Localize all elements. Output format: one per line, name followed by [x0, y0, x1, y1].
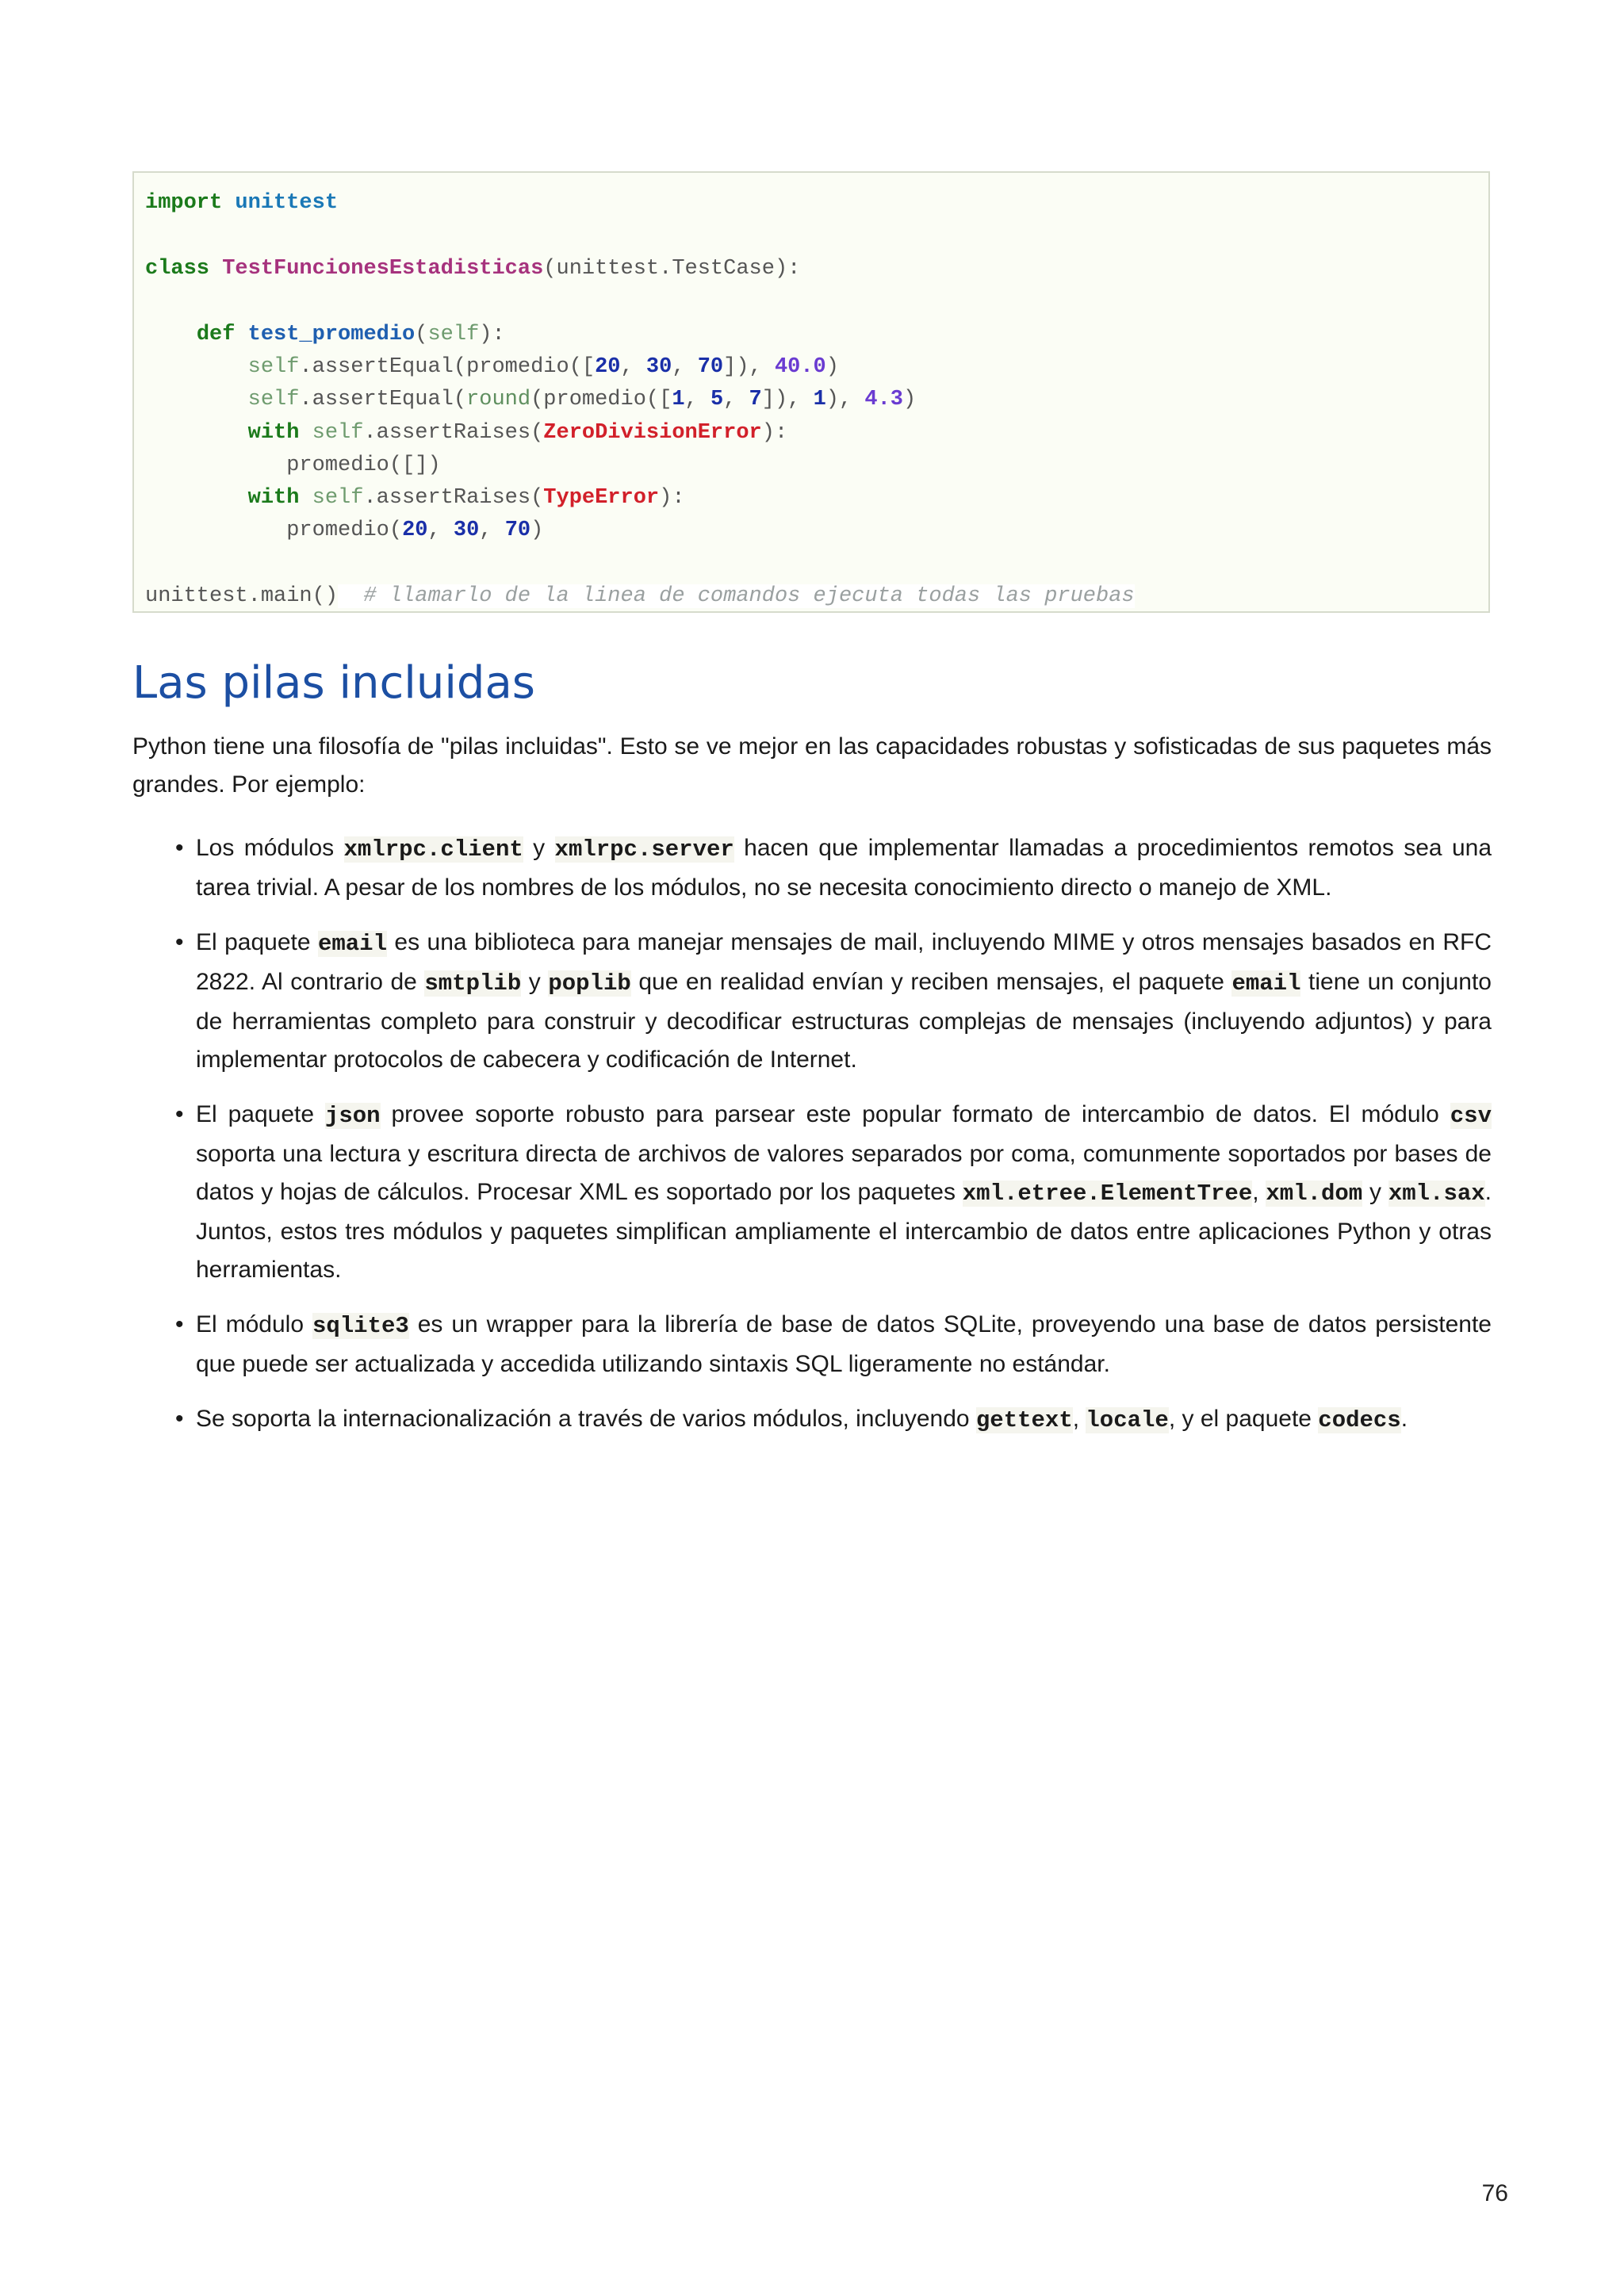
code-float: 40.0 [774, 355, 826, 379]
inline-code: codecs [1318, 1407, 1401, 1433]
item-text: Se soporta la internacionalización a través de varios módulos, incluyendo [196, 1406, 976, 1432]
code-text: unittest.main() [145, 584, 339, 608]
code-text: ]), [761, 388, 814, 411]
code-number: 7 [749, 388, 762, 411]
code-text: (unittest.TestCase): [543, 257, 801, 281]
code-text: ) [530, 519, 544, 542]
code-number: 20 [595, 355, 621, 379]
code-line [145, 484, 685, 511]
code-self: self [427, 323, 480, 346]
code-text: ): [659, 486, 685, 510]
item-text: El módulo [196, 1311, 312, 1337]
code-builtin: round [466, 388, 531, 411]
bullet-icon: • [175, 929, 184, 955]
page-number: 76 [1481, 2180, 1508, 2206]
code-text: ( [415, 323, 428, 346]
inline-code: xmlrpc.server [554, 836, 734, 863]
list-item [132, 1400, 1492, 1440]
code-line [145, 452, 441, 479]
code-text: (promedio([ [530, 388, 672, 411]
code-exception: TypeError [543, 486, 660, 510]
module-list [132, 829, 1492, 1456]
code-self: self [247, 388, 300, 411]
list-item [132, 924, 1492, 1079]
section-heading: Las pilas incluidas [132, 657, 535, 709]
code-number: 70 [697, 355, 724, 379]
code-text: ): [479, 323, 505, 346]
item-text: tiene un conjunto de herramientas completo para construir y decodificar estructuras complejas de mensajes (incluyendo adjuntos) y para implementar protocolos de cabecera y codificación de Internet. [196, 969, 1492, 1073]
code-text: , [672, 355, 698, 379]
code-function-name: test_promedio [247, 323, 416, 346]
code-self: self [312, 421, 364, 445]
code-class-name: TestFuncionesEstadisticas [222, 257, 544, 281]
item-text: soporta una lectura y escritura directa de archivos de valores separados por coma, comunmente soportados por bases de datos y hojas de cálculos. Procesar XML es soportado por los paquetes [196, 1141, 1492, 1205]
code-text: ]), [723, 355, 775, 379]
inline-code: xml.dom [1266, 1181, 1363, 1207]
code-number: 70 [504, 519, 531, 542]
code-keyword: class [145, 257, 210, 281]
code-block [132, 171, 1490, 613]
inline-code: email [1231, 970, 1301, 997]
code-self: self [247, 355, 300, 379]
item-text: . Juntos, estos tres módulos y paquetes simplifican ampliamente el intercambio de datos entre aplicaciones Python y otras herramientas. [196, 1179, 1492, 1283]
item-text: es una biblioteca para manejar mensajes de mail, incluyendo MIME y otros mensajes basados en RFC 2822. Al contrario de [196, 929, 1492, 995]
code-text: , [620, 355, 646, 379]
code-text: ): [761, 421, 788, 445]
inline-code: locale [1086, 1407, 1169, 1433]
code-text: .assertEqual(promedio([ [299, 355, 596, 379]
item-text: es un wrapper para la librería de base de datos SQLite, proveyendo una base de datos persistente que puede ser actualizada y accedida utilizando sintaxis SQL ligeramente no estándar. [196, 1311, 1492, 1377]
code-line [145, 189, 338, 216]
code-line [145, 517, 543, 544]
code-text: , [684, 388, 710, 411]
code-text: , [723, 388, 749, 411]
inline-code: gettext [975, 1407, 1073, 1433]
code-keyword: with [247, 486, 300, 510]
list-item [132, 1096, 1492, 1289]
code-exception: ZeroDivisionError [543, 421, 762, 445]
item-text: y [1362, 1179, 1388, 1205]
inline-code: csv [1450, 1103, 1492, 1129]
code-number: 30 [645, 355, 672, 379]
code-module: unittest [235, 191, 339, 215]
code-keyword: def [196, 323, 236, 346]
item-text: El paquete [196, 1101, 325, 1127]
code-text: promedio([]) [286, 453, 441, 477]
item-text: provee soporte robusto para parsear este popular formato de intercambio de datos. El módulo [380, 1101, 1450, 1127]
code-text: .assertEqual( [299, 388, 467, 411]
code-number: 20 [402, 519, 428, 542]
code-text: ) [902, 388, 917, 411]
item-text: . [1400, 1406, 1408, 1432]
code-float: 4.3 [864, 388, 903, 411]
inline-code: smtplib [424, 970, 522, 997]
code-text: , [479, 519, 505, 542]
inline-code: email [317, 931, 387, 957]
list-item [132, 1306, 1492, 1383]
item-text: Los módulos [196, 835, 344, 861]
code-text: .assertRaises( [363, 421, 544, 445]
code-number: 1 [672, 388, 685, 411]
code-line [145, 354, 839, 381]
bullet-icon: • [175, 1101, 184, 1127]
code-text: ), [825, 388, 865, 411]
inline-code: xml.etree.ElementTree [962, 1181, 1253, 1207]
item-text: , [1252, 1179, 1266, 1205]
code-number: 5 [710, 388, 724, 411]
code-text: ) [825, 355, 839, 379]
item-text: y [523, 835, 555, 861]
inline-code: poplib [548, 970, 631, 997]
item-text: El paquete [196, 929, 318, 955]
code-line [145, 583, 1135, 610]
inline-code: sqlite3 [312, 1313, 409, 1339]
code-line [145, 419, 787, 446]
code-line [145, 255, 800, 282]
code-comment: # llamarlo de la linea de comandos ejecuta todas las pruebas [363, 584, 1135, 608]
item-text: , [1072, 1406, 1086, 1432]
code-text: promedio( [286, 519, 403, 542]
code-text: , [427, 519, 454, 542]
item-text: y [521, 969, 549, 995]
inline-code: xmlrpc.client [343, 836, 523, 863]
code-self: self [312, 486, 364, 510]
code-text: .assertRaises( [363, 486, 544, 510]
item-text: hacen que implementar llamadas a procedimientos remotos sea una tarea trivial. A pesar de los nombres de los módulos, no se necesita conocimiento directo o manejo de XML. [196, 835, 1492, 901]
code-line [145, 386, 916, 413]
code-line [145, 321, 505, 348]
inline-code: json [324, 1103, 381, 1129]
bullet-icon: • [175, 1311, 184, 1337]
code-keyword: with [247, 421, 300, 445]
list-item [132, 829, 1492, 907]
code-number: 1 [813, 388, 826, 411]
code-keyword: import [145, 191, 223, 215]
bullet-icon: • [175, 835, 184, 861]
item-text: , y el paquete [1168, 1406, 1319, 1432]
intro-paragraph: Python tiene una filosofía de "pilas incluidas". Esto se ve mejor en las capacidades robustas y sofisticadas de sus paquetes más grandes. Por ejemplo: [132, 733, 1492, 798]
item-text: que en realidad envían y reciben mensajes, el paquete [630, 969, 1232, 995]
code-number: 30 [453, 519, 480, 542]
bullet-icon: • [175, 1406, 184, 1432]
inline-code: xml.sax [1388, 1181, 1485, 1207]
